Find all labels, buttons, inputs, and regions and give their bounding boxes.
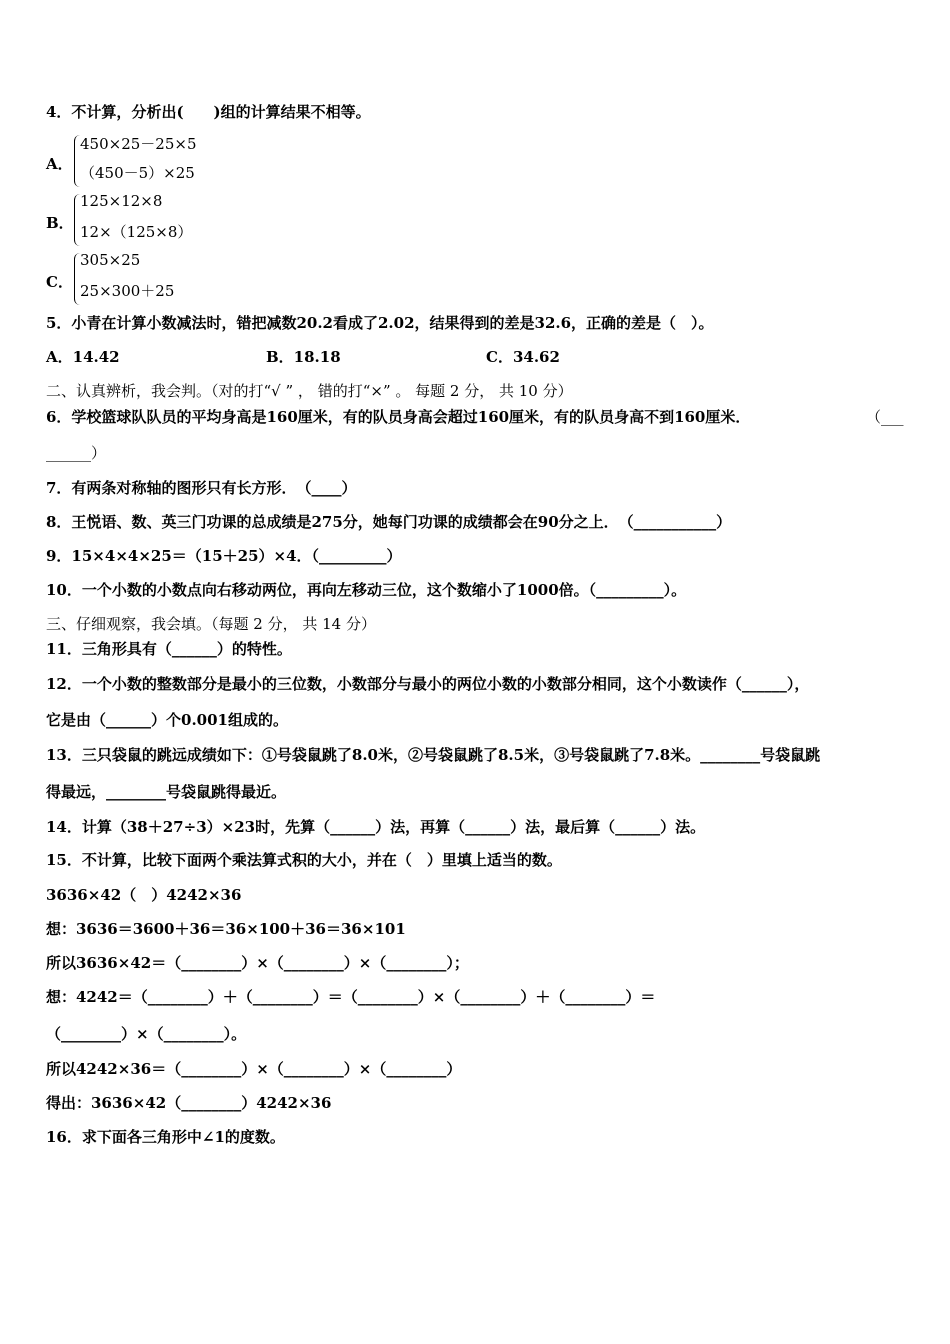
question-16: 16．求下面各三角形中∠1的度数。: [46, 1128, 285, 1146]
option-line-2: 25×300＋25: [80, 282, 175, 300]
question-11: 11．三角形具有（______）的特性。: [46, 640, 292, 658]
q5-option-c: C．34.62: [486, 348, 560, 366]
section-2-heading: 二、认真辨析，我会判。（对的打“√ ” ， 错的打“×” 。 每题 2 分， 共 10 分）: [46, 382, 573, 400]
q5-option-a: A．14.42: [46, 348, 120, 366]
question-15-stem: 15．不计算，比较下面两个乘法算式积的大小，并在（ ）里填上适当的数。: [46, 851, 562, 869]
q15-line: （________）×（________）。: [46, 1025, 247, 1043]
q15-line: 所以4242×36＝（________）×（________）×（________）: [46, 1060, 462, 1078]
question-13-line-2: 得最远，________号袋鼠跳得最近。: [46, 783, 287, 801]
option-line-1: 450×25－25×5: [80, 135, 197, 153]
section-3-heading: 三、仔细观察，我会填。（每题 2 分， 共 14 分）: [46, 615, 376, 633]
question-10: 10．一个小数的小数点向右移动两位，再向左移动三位，这个数缩小了1000倍。（_________）。: [46, 581, 687, 599]
q15-line: 想：4242＝（________）＋（________）＝（________）×（________）＋（________）＝: [46, 988, 656, 1006]
question-12-line-1: 12．一个小数的整数部分是最小的三位数，小数部分与最小的两位小数的小数部分相同，这个小数读作（______），: [46, 675, 810, 693]
question-9: 9．15×4×4×25＝（15＋25）×4．（_________）: [46, 547, 402, 565]
option-line-2: 12×（125×8）: [80, 223, 193, 241]
option-line-1: 305×25: [80, 251, 141, 269]
question-8: 8．王悦语、数、英三门功课的总成绩是275分，她每门功课的成绩都会在90分之上． （___________）: [46, 513, 732, 531]
question-5-stem: 5．小青在计算小数减法时，错把减数20.2看成了2.02，结果得到的差是32.6，正确的差是（ ）。: [46, 314, 714, 332]
question-7: 7．有两条对称轴的图形只有长方形． （____）: [46, 479, 357, 497]
q15-line: 得出：3636×42（________）4242×36: [46, 1094, 332, 1112]
option-line-1: 125×12×8: [80, 192, 163, 210]
q15-line: 所以3636×42＝（________）×（________）×（________）；: [46, 954, 469, 972]
question-4-stem: 4．不计算，分析出( )组的计算结果不相等。: [46, 103, 371, 121]
option-line-2: （450－5）×25: [80, 164, 195, 182]
option-label: C．: [46, 273, 73, 291]
question-13-line-1: 13．三只袋鼠的跳远成绩如下：①号袋鼠跳了8.0米，②号袋鼠跳了8.5米，③号袋鼠跳了7.8米。________号袋鼠跳: [46, 746, 821, 764]
question-12-line-2: 它是由（______）个0.001组成的。: [46, 711, 288, 729]
option-label: B．: [46, 214, 74, 232]
question-6: 6．学校篮球队队员的平均身高是160厘米，有的队员身高会超过160厘米，有的队员身高不到160厘米．: [46, 408, 751, 426]
q6-answer-blank[interactable]: （___: [866, 408, 904, 426]
q15-line: 想：3636＝3600＋36＝36×100＋36＝36×101: [46, 920, 406, 938]
option-label: A．: [46, 155, 73, 173]
question-14: 14．计算（38＋27÷3）×23时，先算（______）法，再算（______）法，最后算（______）法。: [46, 818, 706, 836]
q5-option-b: B．18.18: [266, 348, 341, 366]
q6-answer-blank-end[interactable]: ______）: [46, 444, 107, 462]
q15-line: 3636×42（ ）4242×36: [46, 886, 242, 904]
